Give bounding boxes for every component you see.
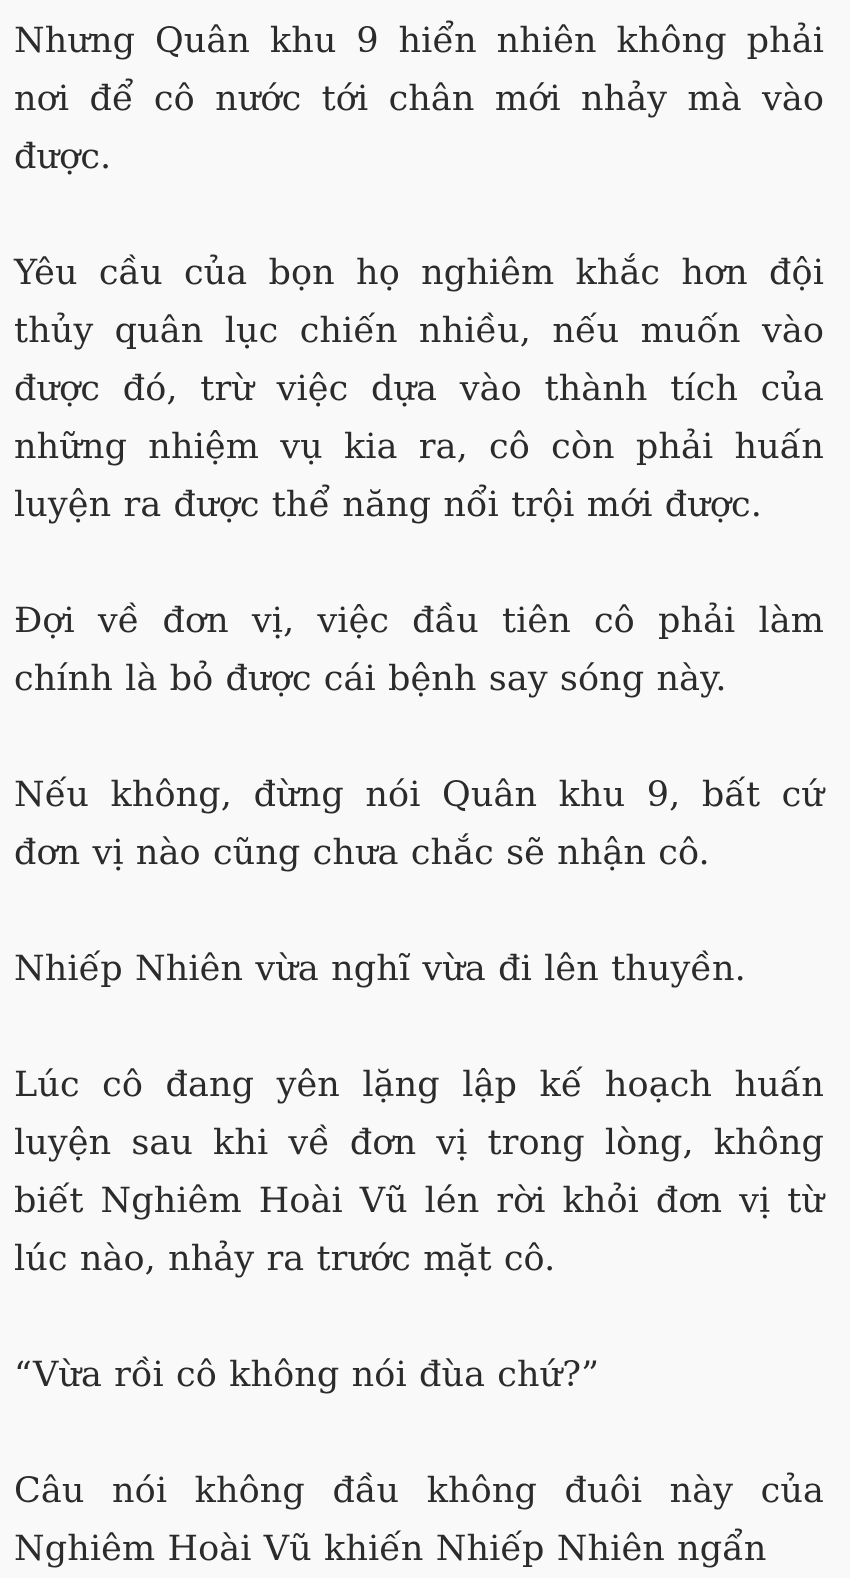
- paragraph-4: Nếu không, đừng nói Quân khu 9, bất cứ đơn vị nào cũng chưa chắc sẽ nhận cô.: [14, 775, 824, 873]
- paragraph-3: Đợi về đơn vị, việc đầu tiên cô phải làm chính là bỏ được cái bệnh say sóng này.: [14, 601, 824, 699]
- paragraph-2: Yêu cầu của bọn họ nghiêm khắc hơn đội thủy quân lục chiến nhiều, nếu muốn vào được đó, trừ việc dựa vào thành tích của những nhiệm vụ kia ra, cô còn phải huấn luyện ra được thể năng nổi trội mới được.: [14, 253, 824, 525]
- paragraph-7: “Vừa rồi cô không nói đùa chứ?”: [14, 1355, 600, 1395]
- paragraph-1: Nhưng Quân khu 9 hiển nhiên không phải nơi để cô nước tới chân mới nhảy mà vào được.: [14, 21, 824, 177]
- paragraph-6: Lúc cô đang yên lặng lập kế hoạch huấn luyện sau khi về đơn vị trong lòng, không biết Nghiêm Hoài Vũ lén rời khỏi đơn vị từ lúc nào, nhảy ra trước mặt cô.: [14, 1065, 824, 1279]
- paragraph-5: Nhiếp Nhiên vừa nghĩ vừa đi lên thuyền.: [14, 949, 746, 989]
- paragraph-8: Câu nói không đầu không đuôi này của Nghiêm Hoài Vũ khiến Nhiếp Nhiên ngẩn: [14, 1471, 824, 1569]
